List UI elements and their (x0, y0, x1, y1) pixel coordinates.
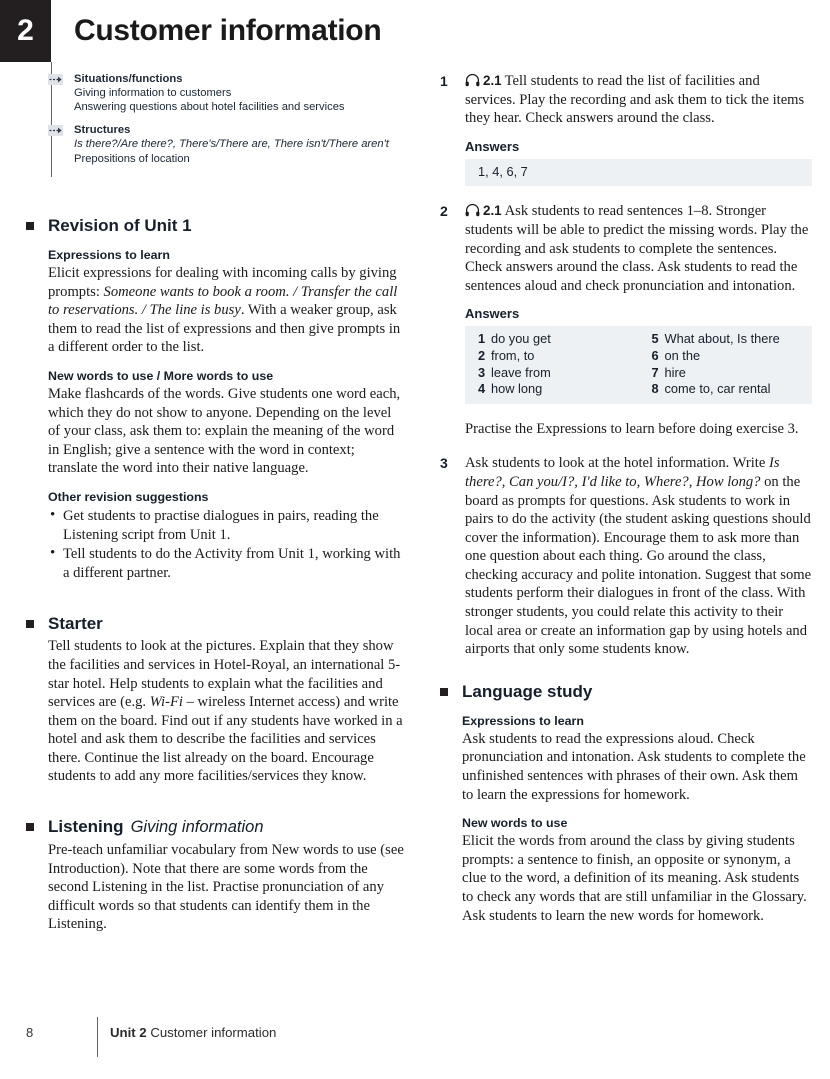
answer-row: 6 on the (651, 347, 701, 363)
answers-column-left (465, 331, 639, 397)
answers-column-right (639, 331, 813, 397)
page-title: Customer information (74, 14, 382, 47)
page-footer (26, 1017, 526, 1057)
dashed-arrow-icon (48, 74, 63, 85)
unit-number-badge: 2 (0, 0, 51, 62)
spacer (26, 786, 404, 816)
listening-heading-text: Listening (48, 817, 124, 837)
headphones-icon (465, 74, 480, 87)
answer-row: 4 how long (478, 381, 543, 397)
answer-row: 1 do you get (478, 331, 551, 347)
unit-overview (48, 72, 408, 175)
dashed-arrow-icon (48, 125, 63, 136)
overview-situations (48, 72, 408, 114)
list-item: • Get students to practise dialogues in pairs, reading the Listening script from Unit 1. (63, 507, 404, 544)
exercise-1-number: 1 (440, 73, 448, 89)
exercise-2 (440, 202, 812, 403)
language-study-heading-text: Language study (462, 681, 593, 701)
starter-text: Tell students to look at the pictures. Explain that they show the facilities and services in Hotel-Royal, an international 5-star hotel. Help students to explain what the facilities and services are (e.g. Wi-Fi – wireless Internet access) and write them on the board. Find out if any students have worked in a hotel and ask them to describe the facilities and services there. Continue the list already on the board. Encourage students to add any more facilities/services they know. (48, 638, 403, 785)
listening-text: Pre-teach unfamiliar vocabulary from New words to use (see Introduction). Note that there are some words from the second Listening in the list. Practise pronunciation of any difficult words so that students can identify them in the Listening. (48, 842, 404, 933)
footer-vertical-rule (97, 1017, 98, 1057)
square-bullet-icon (26, 823, 34, 831)
exercise-3-text: Ask students to look at the hotel information. Write Is there?, Can you/I?, I'd like to, Where?, How long? on the board as prompts for questions. Ask students to work in pairs to do the activity (the student asking questions should cover the information). Encourage them to ask more than one question about each thing. Go around the class, checking accuracy and polite intonation. Suggest that some students perform their dialogues in front of the class. With stronger students, you could relate this activity to their local area or create an information gap by using hotels and airports that only some students know. (465, 455, 812, 658)
situations-heading: Situations/functions (74, 73, 183, 85)
page-number: 8 (26, 1025, 34, 1040)
revision-other-list (48, 507, 404, 582)
structures-plain-line: Prepositions of location (74, 152, 190, 165)
structures-italic-line: Is there?/Are there?, There's/There are, There isn't/There aren't (74, 138, 389, 151)
structures-heading: Structures (74, 124, 131, 137)
spacer (440, 404, 812, 420)
revision-other-subhead: Other revision suggestions (48, 489, 209, 504)
spacer (26, 583, 404, 613)
answer-row: 7 hire (651, 364, 686, 380)
left-column (26, 215, 404, 934)
spacer (440, 438, 812, 454)
square-bullet-icon (26, 620, 34, 628)
exercise-2-answers-box (465, 326, 812, 403)
exercise-1-answers-box (465, 159, 812, 187)
exercise-1-track: 2.1 (483, 73, 502, 88)
footer-running-head (110, 1025, 276, 1040)
answer-row: 2 from, to (478, 347, 535, 363)
revision-newwords-text: Make flashcards of the words. Give students one word each, which they do not show to anyone. Depending on the level of your class, ask them to: explain the meaning of the word in English; give a sentence with the word in context; translate the word into their native language. (48, 385, 401, 477)
exercise-2-track: 2.1 (483, 203, 502, 219)
answer-row: 5 What about, Is there (651, 331, 780, 347)
starter-heading-text: Starter (48, 614, 103, 634)
list-item: • Tell students to do the Activity from Unit 1, working with a different partner. (63, 545, 404, 582)
section-listening (26, 816, 404, 934)
language-study-newwords-text: Elicit the words from around the class by giving students prompts: a sentence to finish, an opposite or synonym, a clue to the word, a definition of its meaning. Ask students to check any words that are still unfamiliar in the Glossary. Ask students to learn the new words for homework. (462, 833, 807, 924)
language-study-expressions-subhead: Expressions to learn (462, 713, 584, 728)
listening-heading (48, 816, 404, 838)
language-study-newwords-subhead: New words to use (462, 816, 568, 831)
exercise-1-answers-value: 1, 4, 6, 7 (478, 163, 528, 179)
exercise-2-text: 2.1 Ask students to read sentences 1–8. Stronger students will be able to predict the missing words. Play the recording and ask students to complete the sentences. Check answers around the class. Ask students to read the sentences aloud and check pronunciation and intonation. (465, 203, 809, 294)
revision-newwords-subhead: New words to use / More words to use (48, 368, 274, 383)
section-starter (26, 613, 404, 786)
footer-unit-title: Customer information (150, 1025, 277, 1040)
revision-expressions-subhead: Expressions to learn (48, 248, 170, 262)
revision-heading (48, 215, 404, 236)
exercise-2-number: 2 (440, 203, 448, 220)
overview-structures (48, 123, 408, 165)
revision-expressions-text: Elicit expressions for dealing with incoming calls by giving prompts: Someone wants to book a room. / Transfer the call to reservations. / The line is busy. With a weaker group, ask them to read the list of expressions and then give prompts in a different order to the list. (48, 265, 401, 356)
exercise-3-number: 3 (440, 455, 448, 472)
starter-heading (48, 613, 404, 634)
answer-row: 8 come to, car rental (651, 381, 771, 397)
exercise-2-answers-label: Answers (465, 306, 520, 322)
situations-line-2: Answering questions about hotel facilities and services (74, 101, 345, 114)
language-study-expressions-text: Ask students to read the expressions aloud. Check pronunciation and intonation. Ask students to complete the unfinished sentences with phrases of their own. Ask them to learn the expressions for homework. (462, 730, 806, 803)
footer-unit-label: Unit 2 (110, 1025, 147, 1040)
square-bullet-icon (440, 688, 448, 696)
exercise-1 (440, 72, 812, 186)
spacer (440, 659, 812, 681)
answer-row: 3 leave from (478, 364, 551, 380)
exercise-1-answers-label: Answers (465, 138, 520, 154)
section-language-study (440, 681, 812, 925)
practise-note (440, 420, 812, 439)
exercise-3 (440, 454, 812, 659)
section-revision (26, 215, 404, 582)
revision-heading-text: Revision of Unit 1 (48, 216, 192, 235)
right-column (440, 72, 812, 925)
exercise-1-text: 2.1 Tell students to read the list of facilities and services. Play the recording and ask them to tick the items they hear. Check answers around the class. (465, 73, 805, 127)
spacer (440, 186, 812, 202)
square-bullet-icon (26, 222, 34, 230)
language-study-heading (462, 681, 812, 702)
practise-note-text: Practise the Expressions to learn before doing exercise 3. (465, 420, 799, 437)
headphones-icon (465, 204, 480, 217)
listening-subtitle: Giving information (130, 818, 264, 837)
situations-line-1: Giving information to customers (74, 87, 232, 99)
